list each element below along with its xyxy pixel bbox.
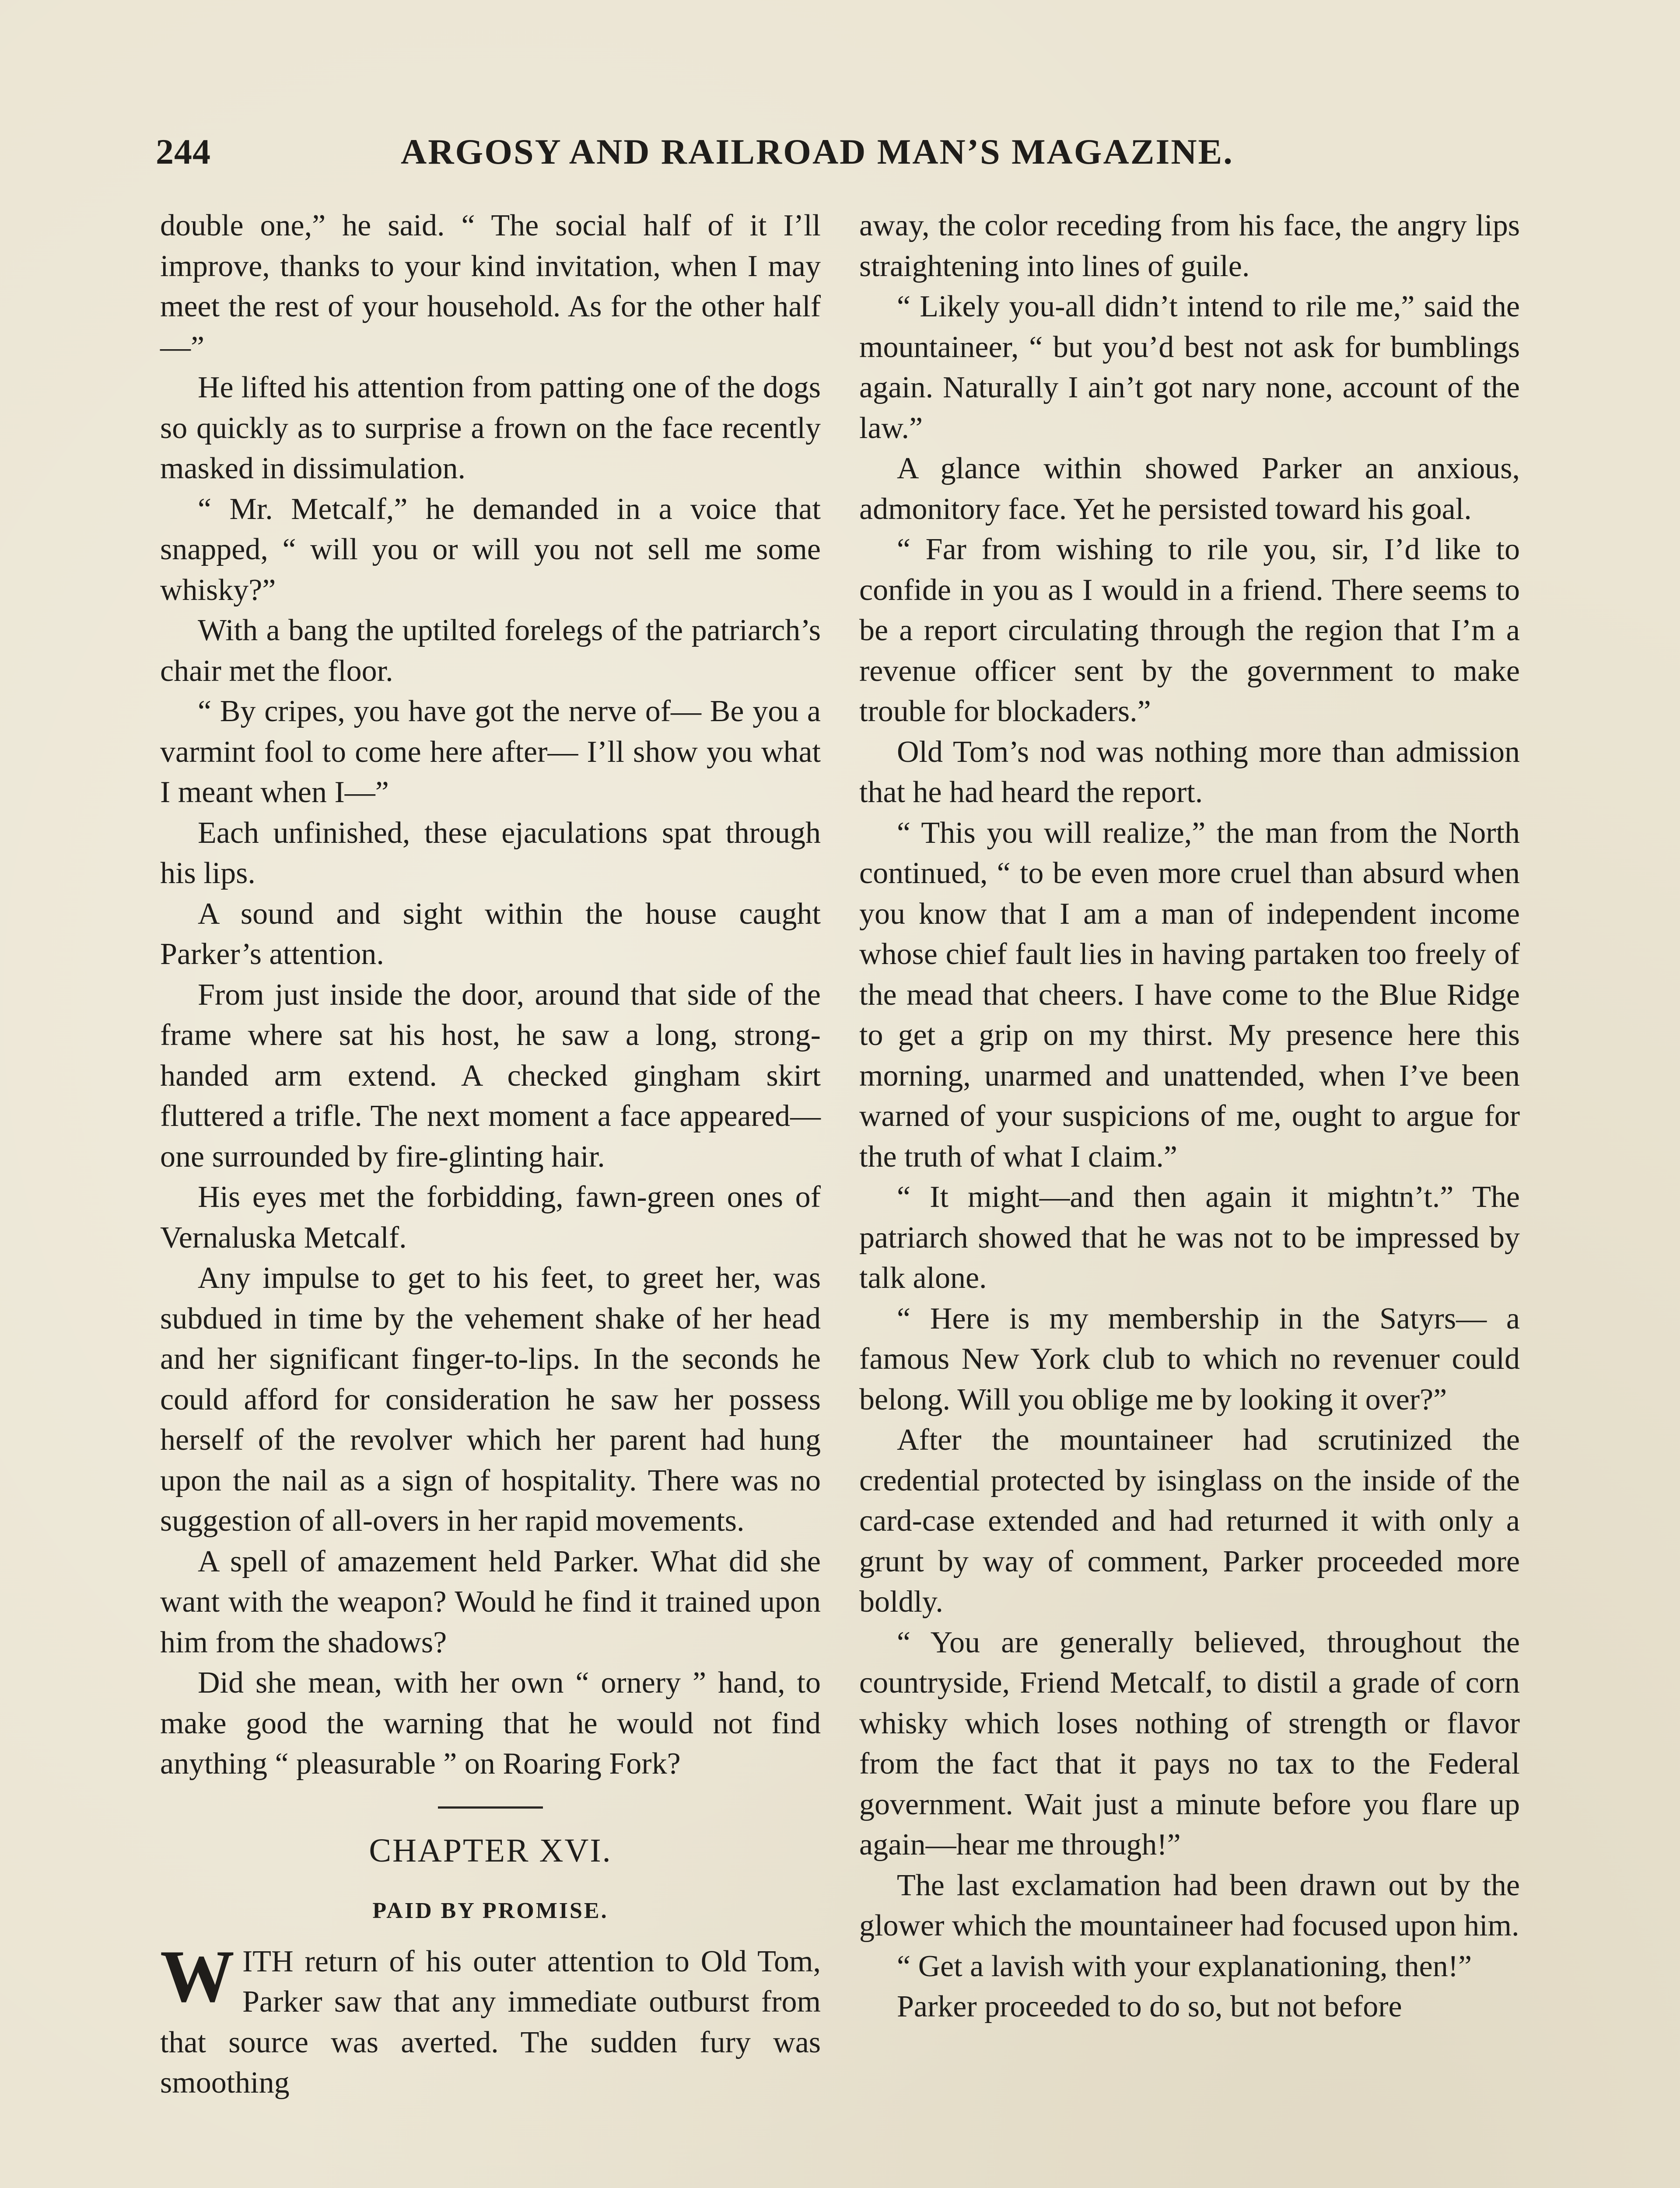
- paragraph: Any impulse to get to his feet, to greet her, was subdued in time by the vehement shake of her head and her significant finger-to-lips. In the seconds he could afford for consideration he saw her possess herself of the revolver which her parent had hung upon the nail as a sign of hospitality. There was no suggestion of all-overs in her rapid movements.: [160, 1261, 821, 1538]
- paragraph: Each unfinished, these ejaculations spat through his lips.: [160, 816, 821, 890]
- paragraph: He lifted his attention from patting one of the dogs so quickly as to surprise a frown on the face recently masked in dissimulation.: [160, 371, 821, 485]
- chapter-subtitle: PAID BY PROMISE.: [372, 1898, 609, 1923]
- chapter-divider: [438, 1806, 543, 1809]
- paragraph: Old Tom’s nod was nothing more than admission that he had heard the report.: [859, 735, 1520, 809]
- paragraph: A glance within showed Parker an anxious, admonitory face. Yet he persisted toward his goal.: [859, 452, 1520, 526]
- paragraph: “ Get a lavish with your explanationing, then!”: [897, 1949, 1472, 1983]
- chapter-title: CHAPTER XVI.: [369, 1832, 612, 1869]
- paragraph: His eyes met the forbidding, fawn-green ones of Vernaluska Metcalf.: [160, 1180, 821, 1255]
- paragraph: Did she mean, with her own “ ornery ” hand, to make good the warning that he would not find anything “ pleasurable ” on Roaring Fork?: [160, 1666, 821, 1781]
- paragraph: The last exclamation had been drawn out by the glower which the mountaineer had focused upon him.: [859, 1868, 1520, 1943]
- paragraph: With a bang the uptilted forelegs of the patriarch’s chair met the floor.: [160, 614, 821, 688]
- left-column: [160, 206, 821, 2104]
- paragraph: “ Far from wishing to rile you, sir, I’d like to confide in you as I would in a friend. There seems to be a report circulating through the region that I’m a revenue officer sent by the government to make trouble for blockaders.”: [859, 533, 1520, 728]
- page-header: [156, 131, 1528, 184]
- paragraph: away, the color receding from his face, the angry lips straightening into lines of guile.: [859, 209, 1520, 283]
- paragraph: “ Likely you-all didn’t intend to rile me,” said the mountaineer, “ but you’d best not ask for bumblings again. Naturally I ain’t got nary none, account of the law.”: [859, 290, 1520, 445]
- paragraph: “ This you will realize,” the man from the North continued, “ to be even more cruel than absurd when you know that I am a man of independent income whose chief fault lies in having partaken too freely of the mead that cheers. I have come to the Blue Ridge to get a grip on my thirst. My presence here this morning, unarmed and unattended, when I’ve been warned of your suspicions of me, ought to argue for the truth of what I claim.”: [859, 816, 1520, 1174]
- paragraph: double one,” he said. “ The social half of it I’ll improve, thanks to your kind invitation, when I may meet the rest of your household. As for the other half—”: [160, 209, 821, 364]
- paragraph: “ You are generally believed, throughout the countryside, Friend Metcalf, to distil a grade of corn whisky which loses nothing of strength or flavor from the fact that it pays no tax to the Federal government. Wait just a minute before you flare up again—hear me through!”: [859, 1625, 1520, 1862]
- paragraph: “ Mr. Metcalf,” he demanded in a voice that snapped, “ will you or will you not sell me some whisky?”: [160, 492, 821, 607]
- paragraph: “ Here is my membership in the Satyrs— a famous New York club to which no revenuer could belong. Will you oblige me by looking it over?”: [859, 1301, 1520, 1417]
- paragraph: “ It might—and then again it mightn’t.” The patriarch showed that he was not to be impressed by talk alone.: [859, 1180, 1520, 1295]
- chapter-opening-text: ITH return of his outer attention to Old Tom, Parker saw that any immediate outburst from that source was averted. The sudden fury was smoothing: [160, 1944, 821, 2100]
- paragraph: From just inside the door, around that side of the frame where sat his host, he saw a long, strong-handed arm extend. A checked gingham skirt fluttered a trifle. The next moment a face appeared—one surrounded by fire-glinting hair.: [160, 978, 821, 1174]
- paragraph: A sound and sight within the house caught Parker’s attention.: [160, 897, 821, 971]
- chapter-opening-paragraph: [160, 1935, 821, 2104]
- paragraph: After the mountaineer had scrutinized the credential protected by isinglass on the inside of the card-case extended and had returned it with only a grunt by way of comment, Parker proceeded more boldly.: [859, 1423, 1520, 1619]
- paragraph: Parker proceeded to do so, but not before: [897, 1990, 1402, 2023]
- paragraph: “ By cripes, you have got the nerve of— Be you a varmint fool to come here after— I’ll show you what I meant when I—”: [160, 694, 821, 809]
- right-column: [859, 206, 1520, 2027]
- running-head: ARGOSY AND RAILROAD MAN’S MAGAZINE.: [401, 132, 1234, 172]
- page-number: 244: [156, 132, 211, 172]
- paragraph: A spell of amazement held Parker. What did she want with the weapon? Would he find it trained upon him from the shadows?: [160, 1544, 821, 1659]
- drop-cap: W: [160, 1935, 234, 2017]
